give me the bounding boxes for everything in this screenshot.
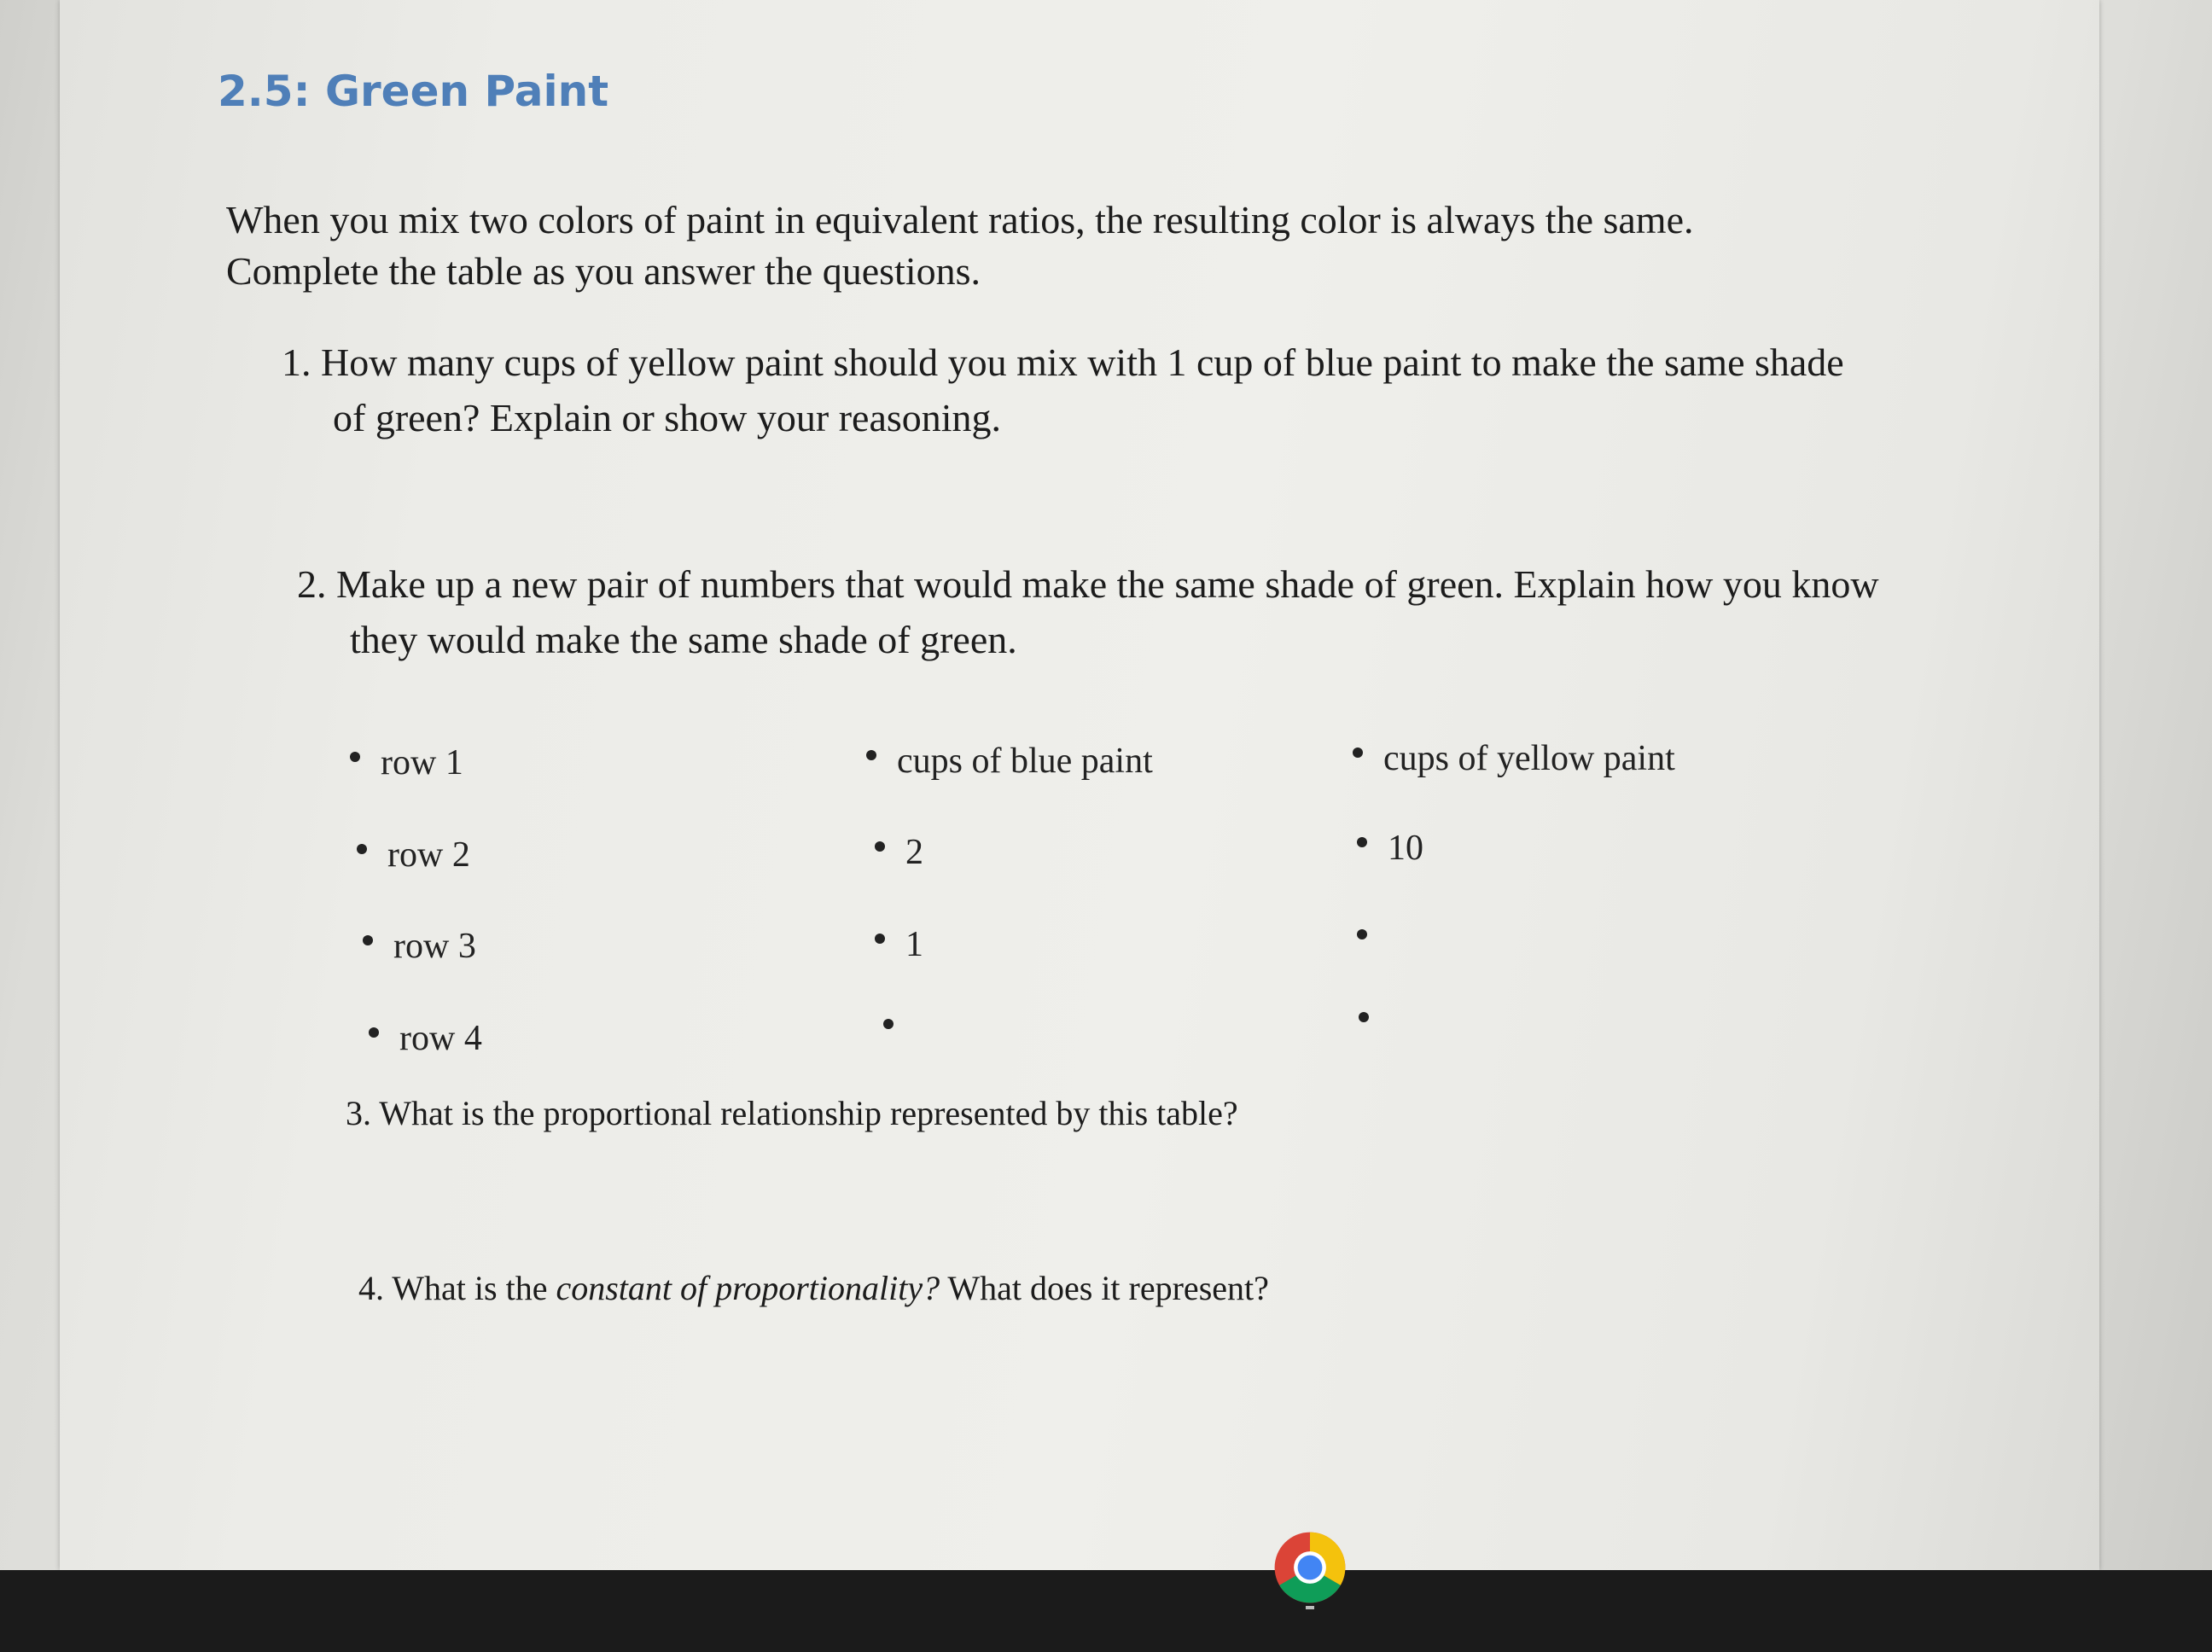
taskbar (0, 1570, 2212, 1652)
bullet-icon (875, 934, 885, 944)
bullet-icon (350, 752, 360, 762)
bullet-icon (369, 1027, 379, 1038)
bullet-icon (866, 750, 876, 760)
question-1-line-2: of green? Explain or show your reasoning. (333, 396, 1002, 439)
bullet-icon (875, 841, 885, 852)
intro-line-1: When you mix two colors of paint in equivalent ratios, the resulting color is always the same. (226, 198, 1694, 241)
bullet-icon (883, 1019, 894, 1029)
bullet-icon (1357, 929, 1367, 939)
bullet-icon (1353, 747, 1363, 758)
table-row-2-blue[interactable]: 2 (875, 832, 923, 873)
question-1-line-1: 1. How many cups of yellow paint should you mix with 1 cup of blue paint to make the same shade (282, 340, 1844, 384)
table-row-4-yellow[interactable] (1359, 1003, 1389, 1044)
intro-line-2: Complete the table as you answer the questions. (226, 249, 981, 293)
table-row-4-blue[interactable] (883, 1009, 914, 1050)
document-heading: 2.5: Green Paint (218, 67, 609, 116)
question-2-line-1: 2. Make up a new pair of numbers that would make the same shade of green. Explain how you know (297, 562, 1879, 606)
table-row-4-label: row 4 (369, 1018, 482, 1059)
table-row-3-yellow[interactable] (1357, 920, 1388, 961)
bullet-icon (1359, 1012, 1369, 1022)
question-4: 4. What is the constant of proportionality? What does it represent? (358, 1269, 1269, 1307)
table-row-3-label: row 3 (363, 926, 476, 967)
document-page (60, 0, 2099, 1570)
table-header-yellow: cups of yellow paint (1353, 738, 1675, 779)
bullet-icon (357, 844, 367, 854)
table-header-blue: cups of blue paint (866, 741, 1153, 782)
table-row-2-label: row 2 (357, 835, 470, 875)
chrome-icon[interactable] (1272, 1529, 1348, 1606)
question-2-line-2: they would make the same shade of green. (350, 618, 1017, 661)
active-app-indicator (1306, 1606, 1314, 1609)
table-row-1-label: row 1 (350, 742, 463, 783)
table-row-2-yellow[interactable]: 10 (1357, 828, 1423, 869)
table-row-3-blue[interactable]: 1 (875, 924, 923, 965)
bullet-icon (363, 935, 373, 945)
bullet-icon (1357, 837, 1367, 847)
question-3: 3. What is the proportional relationship represented by this table? (346, 1094, 1238, 1132)
